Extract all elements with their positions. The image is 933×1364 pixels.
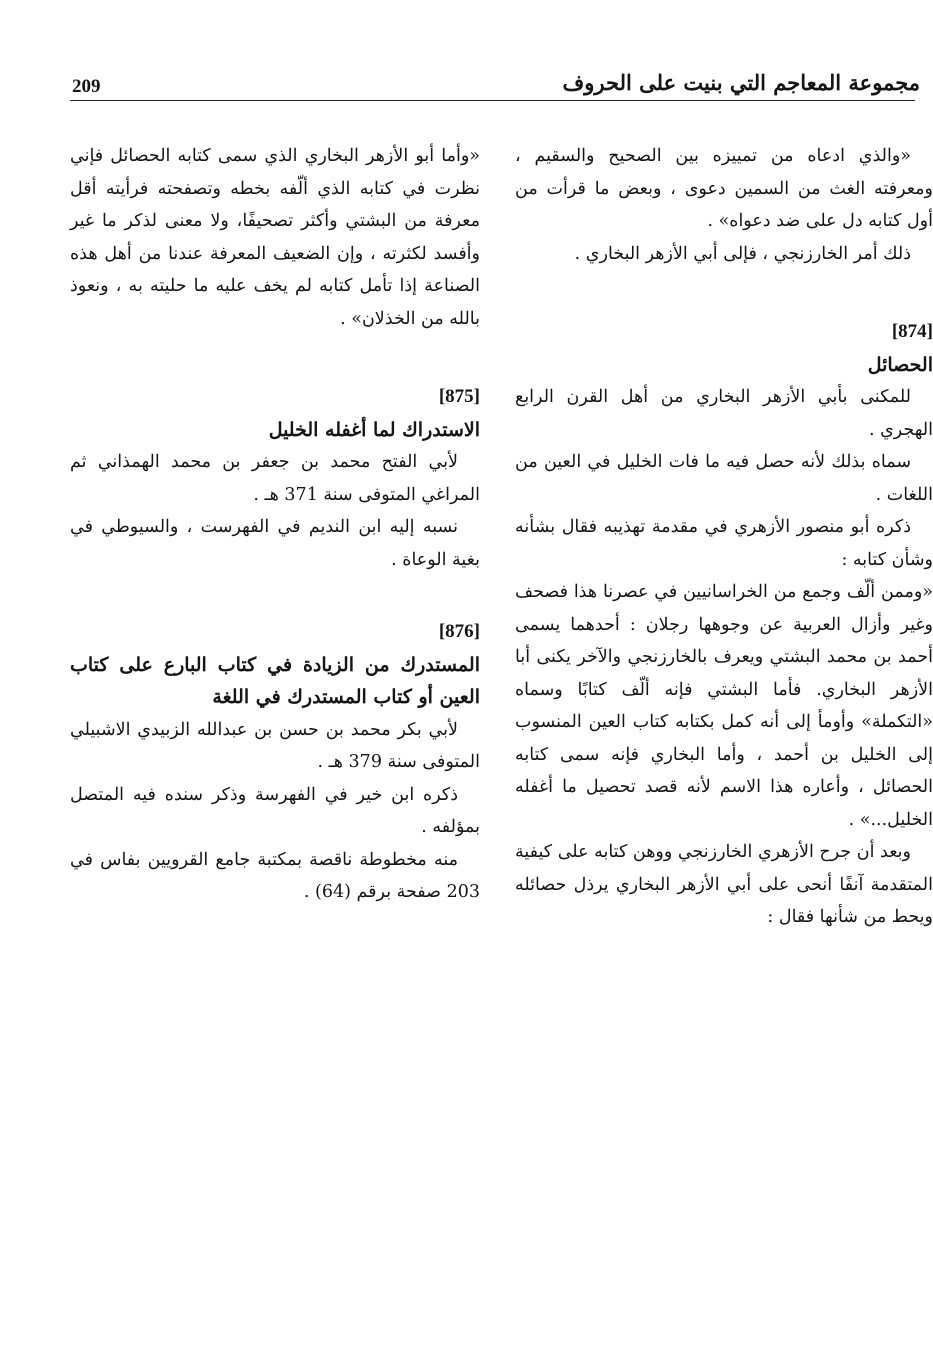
entry-title-875: الاستدراك لما أغفله الخليل <box>268 418 480 441</box>
right-column <box>515 140 933 934</box>
paragraph: منه مخطوطة ناقصة بمكتبة جامع القرويين بفاس في 203 صفحة برقم (64) . <box>70 849 480 902</box>
paragraph: لأبي بكر محمد بن حسن بن عبدالله الزبيدي الاشبيلي المتوفى سنة 379 هـ . <box>70 719 480 772</box>
paragraph: ذكره ابن خير في الفهرسة وذكر سنده فيه المتصل بمؤلفه . <box>70 784 480 837</box>
entry-number-874: [874] <box>891 321 933 342</box>
quote-continuation: «والذي ادعاه من تمييزه بين الصحيح والسقيم ، ومعرفته الغث من السمين دعوى ، وبعض ما قرأت من أول كتابه دل على ضد دعواه» . <box>515 146 933 231</box>
left-column <box>70 140 480 909</box>
quote: «وممن ألّف وجمع من الخراسانيين في عصرنا هذا فصحف وغير وأزال العربية عن وجوهها رجلان : أحدهما يسمى أحمد بن محمد البشتي ويعرف بالخارزنجي والآخر يكنى أبا الأزهر البخاري. فأما البشتي فإنه ألّف كتابًا وسماه «التكملة» وأومأ إلى أنه كمل بكتابه كتاب العين المنسوب إلى الخليل بن أحمد ، وأما البخاري فإنه سمى كتابه الحصائل ، وأعاره هذا الاسم لأنه قصد تحصيل ما أغفله الخليل...» . <box>515 582 933 830</box>
entry-title-876: المستدرك من الزيادة في كتاب البارع على كتاب العين أو كتاب المستدرك في اللغة <box>70 653 480 708</box>
entry-number-876: [876] <box>438 621 480 642</box>
paragraph: ذكره أبو منصور الأزهري في مقدمة تهذيبه فقال بشأنه وشأن كتابه : <box>515 517 933 570</box>
entry-title-874: الحصائل <box>867 353 933 376</box>
header-rule <box>70 100 915 101</box>
paragraph: للمكنى بأبي الأزهر البخاري من أهل القرن الرابع الهجري . <box>515 387 933 440</box>
page-number: 209 <box>72 76 101 97</box>
running-title: مجموعة المعاجم التي بنيت على الحروف <box>562 70 920 95</box>
paragraph: وبعد أن جرح الأزهري الخارزنجي ووهن كتابه على كيفية المتقدمة آنفًا أنحى على أبي الأزهر البخاري يرذل حصائله ويحط من شأنها فقال : <box>515 842 933 927</box>
paragraph: لأبي الفتح محمد بن جعفر بن محمد الهمذاني ثم المراغي المتوفى سنة 371 هـ . <box>70 452 480 505</box>
paragraph: سماه بذلك لأنه حصل فيه ما فات الخليل في العين من اللغات . <box>515 452 933 505</box>
paragraph: نسبه إليه ابن النديم في الفهرست ، والسيوطي في بغية الوعاة . <box>70 517 480 570</box>
page-header <box>0 62 920 102</box>
paragraph: ذلك أمر الخارزنجي ، فإلى أبي الأزهر البخاري . <box>574 243 911 264</box>
quote: «وأما أبو الأزهر البخاري الذي سمى كتابه الحصائل فإني نظرت في كتابه الذي ألّفه بخطه وتصفحته فرأيته أقل معرفة من البشتي وأكثر تصحيفًا، ولا معنى لذكر ما غير وأفسد لكثرته ، وإن الضعيف المعرفة عندنا من أهل هذه الصناعة إذا تأمل كتابه لم يخف عليه ما حليته به ، ونعوذ بالله من الخذلان» . <box>70 146 480 329</box>
entry-number-875: [875] <box>438 386 480 407</box>
